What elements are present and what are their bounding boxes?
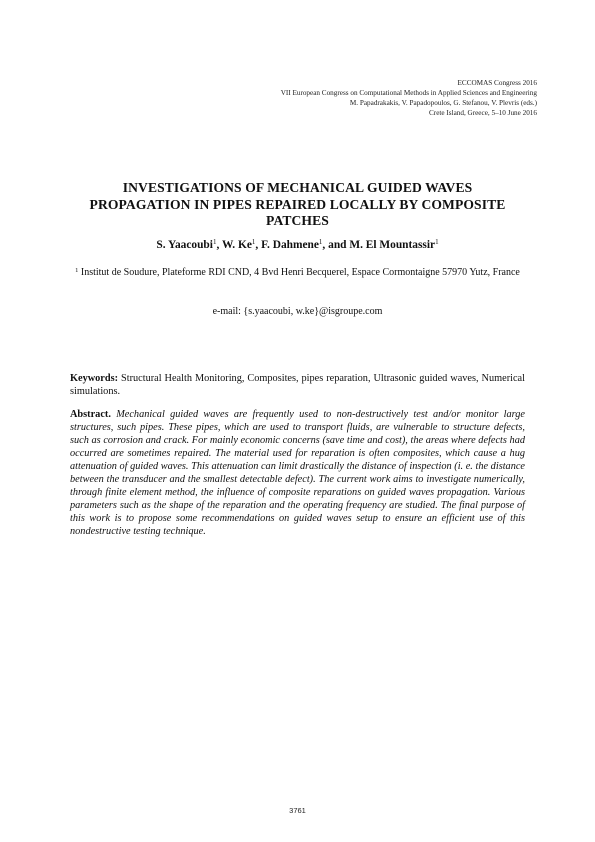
title-line: PATCHES xyxy=(266,213,329,228)
congress-title: VII European Congress on Computational Methods in Applied Sciences and Engineering xyxy=(280,89,537,97)
affiliation-mark: 1 xyxy=(75,267,79,274)
venue-date: Crete Island, Greece, 5–10 June 2016 xyxy=(429,109,537,117)
conference-name: ECCOMAS Congress 2016 xyxy=(457,79,537,87)
author-separator: , and xyxy=(322,239,350,251)
author-list xyxy=(60,238,535,252)
author-name: F. Dahmene xyxy=(261,239,319,251)
title-line: INVESTIGATIONS OF MECHANICAL GUIDED WAVES xyxy=(122,180,473,195)
editors: M. Papadrakakis, V. Papadopoulos, G. Stefanou, V. Plevris (eds.) xyxy=(349,99,537,107)
abstract-section xyxy=(70,408,525,538)
contact-email: e-mail: {s.yaacoubi, w.ke}@isgroupe.com xyxy=(212,306,383,317)
affiliation-text: Institut de Soudure, Plateforme RDI CND, 4 Bvd Henri Becquerel, Espace Cormontaigne 57970 Yutz, France xyxy=(80,267,520,278)
abstract-label: Abstract. xyxy=(70,409,111,420)
author-affiliation-mark: 1 xyxy=(318,238,323,246)
author-affiliation-mark: 1 xyxy=(251,238,256,246)
author-separator: , xyxy=(255,239,262,251)
page-number: 3761 xyxy=(289,806,306,815)
author-name: S. Yaacoubi xyxy=(156,239,213,251)
title-line: PROPAGATION IN PIPES REPAIRED LOCALLY BY COMPOSITE xyxy=(89,196,506,212)
paper-title xyxy=(60,180,535,230)
abstract-text: Mechanical guided waves are frequently used to non-destructively test and/or monitor large structures, such pipes. These pipes, which are used to transport fluids, are vulnerable to structure defects, such as corrosion and crack. For mainly economic concerns (save time and cost), the areas where defects had occurred are sometimes repaired. The material used for reparation is often composites, which cause a hug attenuation of guided waves. This attenuation can limit drastically the distance of inspection (i. e. the distance between the transducer and the smallest detectable defect). The current work aims to investigate numerically, through finite element method, the influence of composite reparations on guided waves propagation. Various parameters such as the shape of the reparation and the operating frequency are studied. The final purpose of this work is to propose some recommendations on guided waves setup to ensure an efficient use of this nondestructive testing technique. xyxy=(70,409,525,537)
keywords-label: Keywords: xyxy=(70,373,119,384)
author-affiliation-mark: 1 xyxy=(435,238,439,246)
author-separator: , xyxy=(216,239,222,251)
conference-header xyxy=(281,78,537,118)
author-name: M. El Mountassir xyxy=(349,239,436,251)
keywords-section xyxy=(70,372,525,398)
keywords-text: Structural Health Monitoring, Composites, pipes reparation, Ultrasonic guided waves, Numerical simulations. xyxy=(70,373,525,397)
author-affiliation-mark: 1 xyxy=(212,238,217,246)
affiliation xyxy=(70,266,525,279)
author-name: W. Ke xyxy=(221,239,252,251)
